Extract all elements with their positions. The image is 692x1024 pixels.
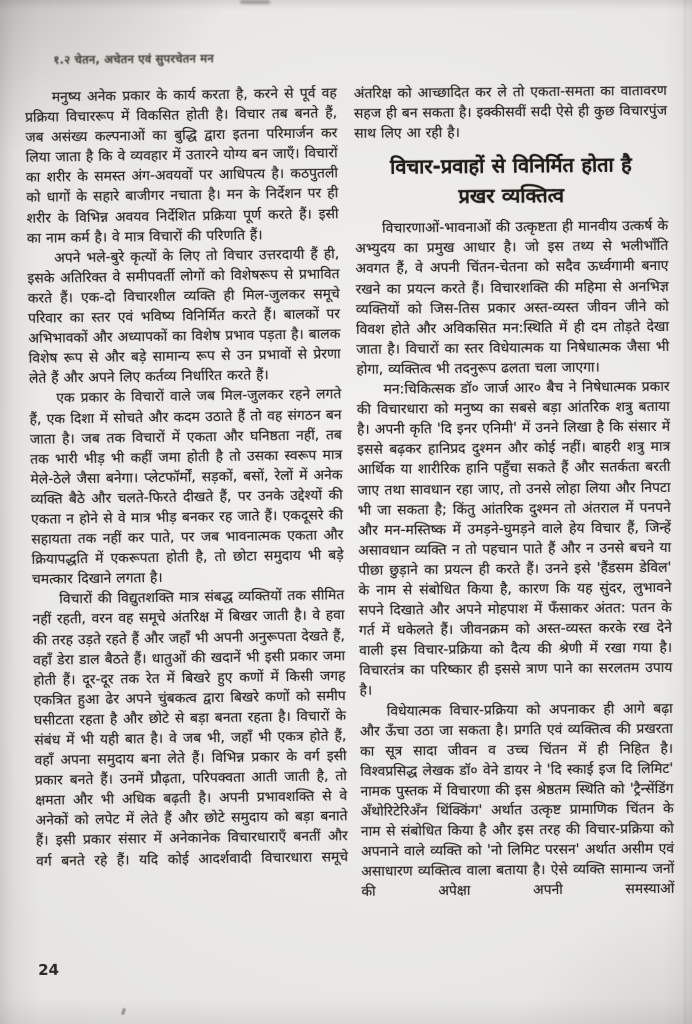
section-heading: [354, 149, 668, 212]
section-heading-line-1: विचार-प्रवाहों से विनिर्मित होता है: [390, 152, 632, 179]
paragraph: मन:चिकित्सक डॉ० जार्ज आर० बैच ने निषेधात्मक प्रकार की विचारधारा को मनुष्य का सबसे बड़ा आंतरिक शत्रु बताया है। अपनी कृति 'दि इनर एनिमी' में उनने लिखा है कि संसार में इससे बढ़कर हानिप्रद दुश्मन और कोई नहीं। बाहरी शत्रु मात्र आर्थिक या शारीरिक हानि पहुँचा सकते हैं और सतर्कता बरती जाए तथा सावधान रहा जाए, तो उनसे लोहा लिया और निपटा भी जा सकता है; किंतु आंतरिक दुश्मन तो अंतराल में पनपने और मन-मस्तिष्क में उमड़ने-घुमड़ने वाले हेय विचार हैं, जिन्हें असावधान व्यक्ति न तो पहचान पाते हैं और न उनसे बचने या पीछा छुड़ाने का प्रयत्न ही करते हैं। उनने इसे 'हैंडसम डेविल' के नाम से संबोधित किया है, कारण कि यह सुंदर, लुभावने सपने दिखाते और अपने मोहपाश में फँसाकर अंतत: पतन के गर्त में धकेलते हैं। जीवनक्रम को अस्त-व्यस्त करके रख देने वाली इस विचार-प्रक्रिया को दैत्य की श्रेणी में रखा गया है। विचारतंत्र का परिष्कार ही इससे त्राण पाने का सरलतम उपाय है।: [356, 378, 673, 700]
paragraph: विधेयात्मक विचार-प्रक्रिया को अपनाकर ही आगे बढ़ा और ऊँचा उठा जा सकता है। प्रगति एवं व्यक्तित्व की प्रखरता का सूत्र सादा जीवन व उच्च चिंतन में ही निहित है। विश्वप्रसिद्ध लेखक डॉ० वेने डायर ने 'दि स्काई इज दि लिमिट' नामक पुस्तक में विचारणा की इस श्रेष्ठतम स्थिति को 'ट्रैन्सेंडिंग अँथोरिटेरिअँन थिंक्किंग' अर्थात उत्कृष्ट प्रामाणिक चिंतन के नाम से संबोधित किया है और इस तरह की विचार-प्रक्रिया को अपनाने वाले व्यक्ति को 'नो लिमिट परसन' अर्थात असीम एवं असाधारण व्यक्तित्व वाला बताया है। ऐसे व्यक्ति सामान्य जनों की अपेक्षा अपनी समस्याओं: [359, 700, 675, 901]
paragraph: मनुष्य अनेक प्रकार के कार्य करता है, करने से पूर्व वह प्रक्रिया विचाररूप में विकसित होती है। विचार तब बनते हैं, जब असंख्य कल्पनाओं का बुद्धि द्वारा इतना परिमार्जन कर लिया जाता है कि वे व्यवहार में उतारने योग्य बन जाएँ। विचारों का शरीर के समस्त अंग-अवयवों पर आधिपत्य है। कठपुतली को धागों के सहारे बाजीगर नचाता है। मन के निर्देशन पर ही शरीर के विभिन्न अवयव निर्देशित प्रक्रिया पूर्ण करते हैं। इसी का नाम कर्म है। वे मात्र विचारों की परिणति हैं।: [24, 85, 339, 247]
paragraph: विचारणाओं-भावनाओं की उत्कृष्टता ही मानवीय उत्कर्ष के अभ्युदय का प्रमुख आधार है। जो इस तथ्य से भलीभाँति अवगत हैं, वे अपनी चिंतन-चेतना को सदैव ऊर्ध्वगामी बनाए रखने का प्रयत्न करते हैं। विचारशक्ति की महिमा से अनभिज्ञ व्यक्तियों को जिस-तिस प्रकार अस्त-व्यस्त जीवन जीने को विवश होते और अविकसित मन:स्थिति में ही दम तोड़ते देखा जाता है। विचारों का स्तर विधेयात्मक या निषेधात्मक जैसा भी होगा, व्यक्तित्व भी तदनुरूप ढलता चला जाएगा।: [355, 218, 670, 378]
right-column: [354, 81, 675, 902]
left-column: [25, 83, 349, 871]
section-heading-line-2: प्रखर व्यक्तित्व: [458, 183, 565, 209]
paragraph: अपने भले-बुरे कृत्यों के लिए तो विचार उत्तरदायी हैं ही, इसके अतिरिक्त वे समीपवर्ती लोगों को विशेषरूप से प्रभावित करते हैं। एक-दो विचारशील व्यक्ति ही मिल-जुलकर समूचे परिवार का स्तर एवं भविष्य विनिर्मित करते हैं। बालकों पर अभिभावकों और अध्यापकों का विशेष प्रभाव पड़ता है। बालक विशेष रूप से और बड़े सामान्य रूप से उन प्रभावों से प्रेरणा लेते हैं और अपने लिए कर्तव्य निर्धारित करते हैं।: [27, 245, 341, 388]
paragraph: एक प्रकार के विचारों वाले जब मिल-जुलकर रहने लगते हैं, एक दिशा में सोचते और कदम उठाते हैं तो वह संगठन बन जाता है। जब तक विचारों में एकता और घनिष्ठता नहीं, तब तक भारी भीड़ भी कहीं जमा होती है तो उसका स्वरूप मात्र मेले-ठेले जैसा बनेगा। प्लेटफॉर्मों, सड़कों, बसों, रेलों में अनेक व्यक्ति बैठे और चलते-फिरते दीखते हैं, पर उनके उद्देश्यों की एकता न होने से वे मात्र भीड़ बनकर रह जाते हैं। एकदूसरे की सहायता तक नहीं कर पाते, पर जब भावनात्मक एकता और क्रियापद्धति में एकरूपता होती है, तो छोटा समुदाय भी बड़े चमत्कार दिखाने लगता है।: [29, 386, 344, 589]
paragraph: विचारों की विद्युतशक्ति मात्र संबद्ध व्यक्तियों तक सीमित नहीं रहती, वरन वह समूचे अंतरिक्ष में बिखर जाती है। वे हवा की तरह उड़ते रहते हैं और जहाँ भी अपनी अनुरूपता देखते हैं, वहाँ डेरा डाल बैठते हैं। धातुओं की खदानें भी इसी प्रकार जमा होती हैं। दूर-दूर तक रेत में बिखरे हुए कणों में किसी जगह एकत्रित हुआ ढेर अपने चुंबकत्व द्वारा बिखरे कणों को समीप घसीटता रहता है और छोटे से बड़ा बनता रहता है। विचारों के संबंध में भी यही बात है। वे जब भी, जहाँ भी एकत्र होते हैं, वहाँ अपना समुदाय बना लेते हैं। विभिन्न प्रकार के वर्ग इसी प्रकार बनते हैं। उनमें प्रौढ़ता, परिपक्वता आती जाती है, तो क्षमता और भी अधिक बढ़ती है। अपनी प्रभावशक्ति से वे अनेकों को लपेट में लेते हैं और छोटे समुदाय को बड़ा बनाते हैं। इसी प्रकार संसार में अनेकानेक विचारधाराएँ बनतीं और वर्ग बनते रहे हैं। यदि कोई आदर्शवादी विचारधारा समूचे: [32, 587, 349, 870]
continuation-paragraph: अंतरिक्ष को आच्छादित कर ले तो एकता-समता का वातावरण सहज ही बन सकता है। इक्कीसवीं सदी ऐसे ही कुछ विचारपुंज साथ लिए आ रही है।: [353, 82, 668, 143]
running-header: १.२ चेतन, अचेतन एवं सुपरचेतन मन: [53, 51, 214, 67]
page-number: 24: [38, 960, 60, 979]
